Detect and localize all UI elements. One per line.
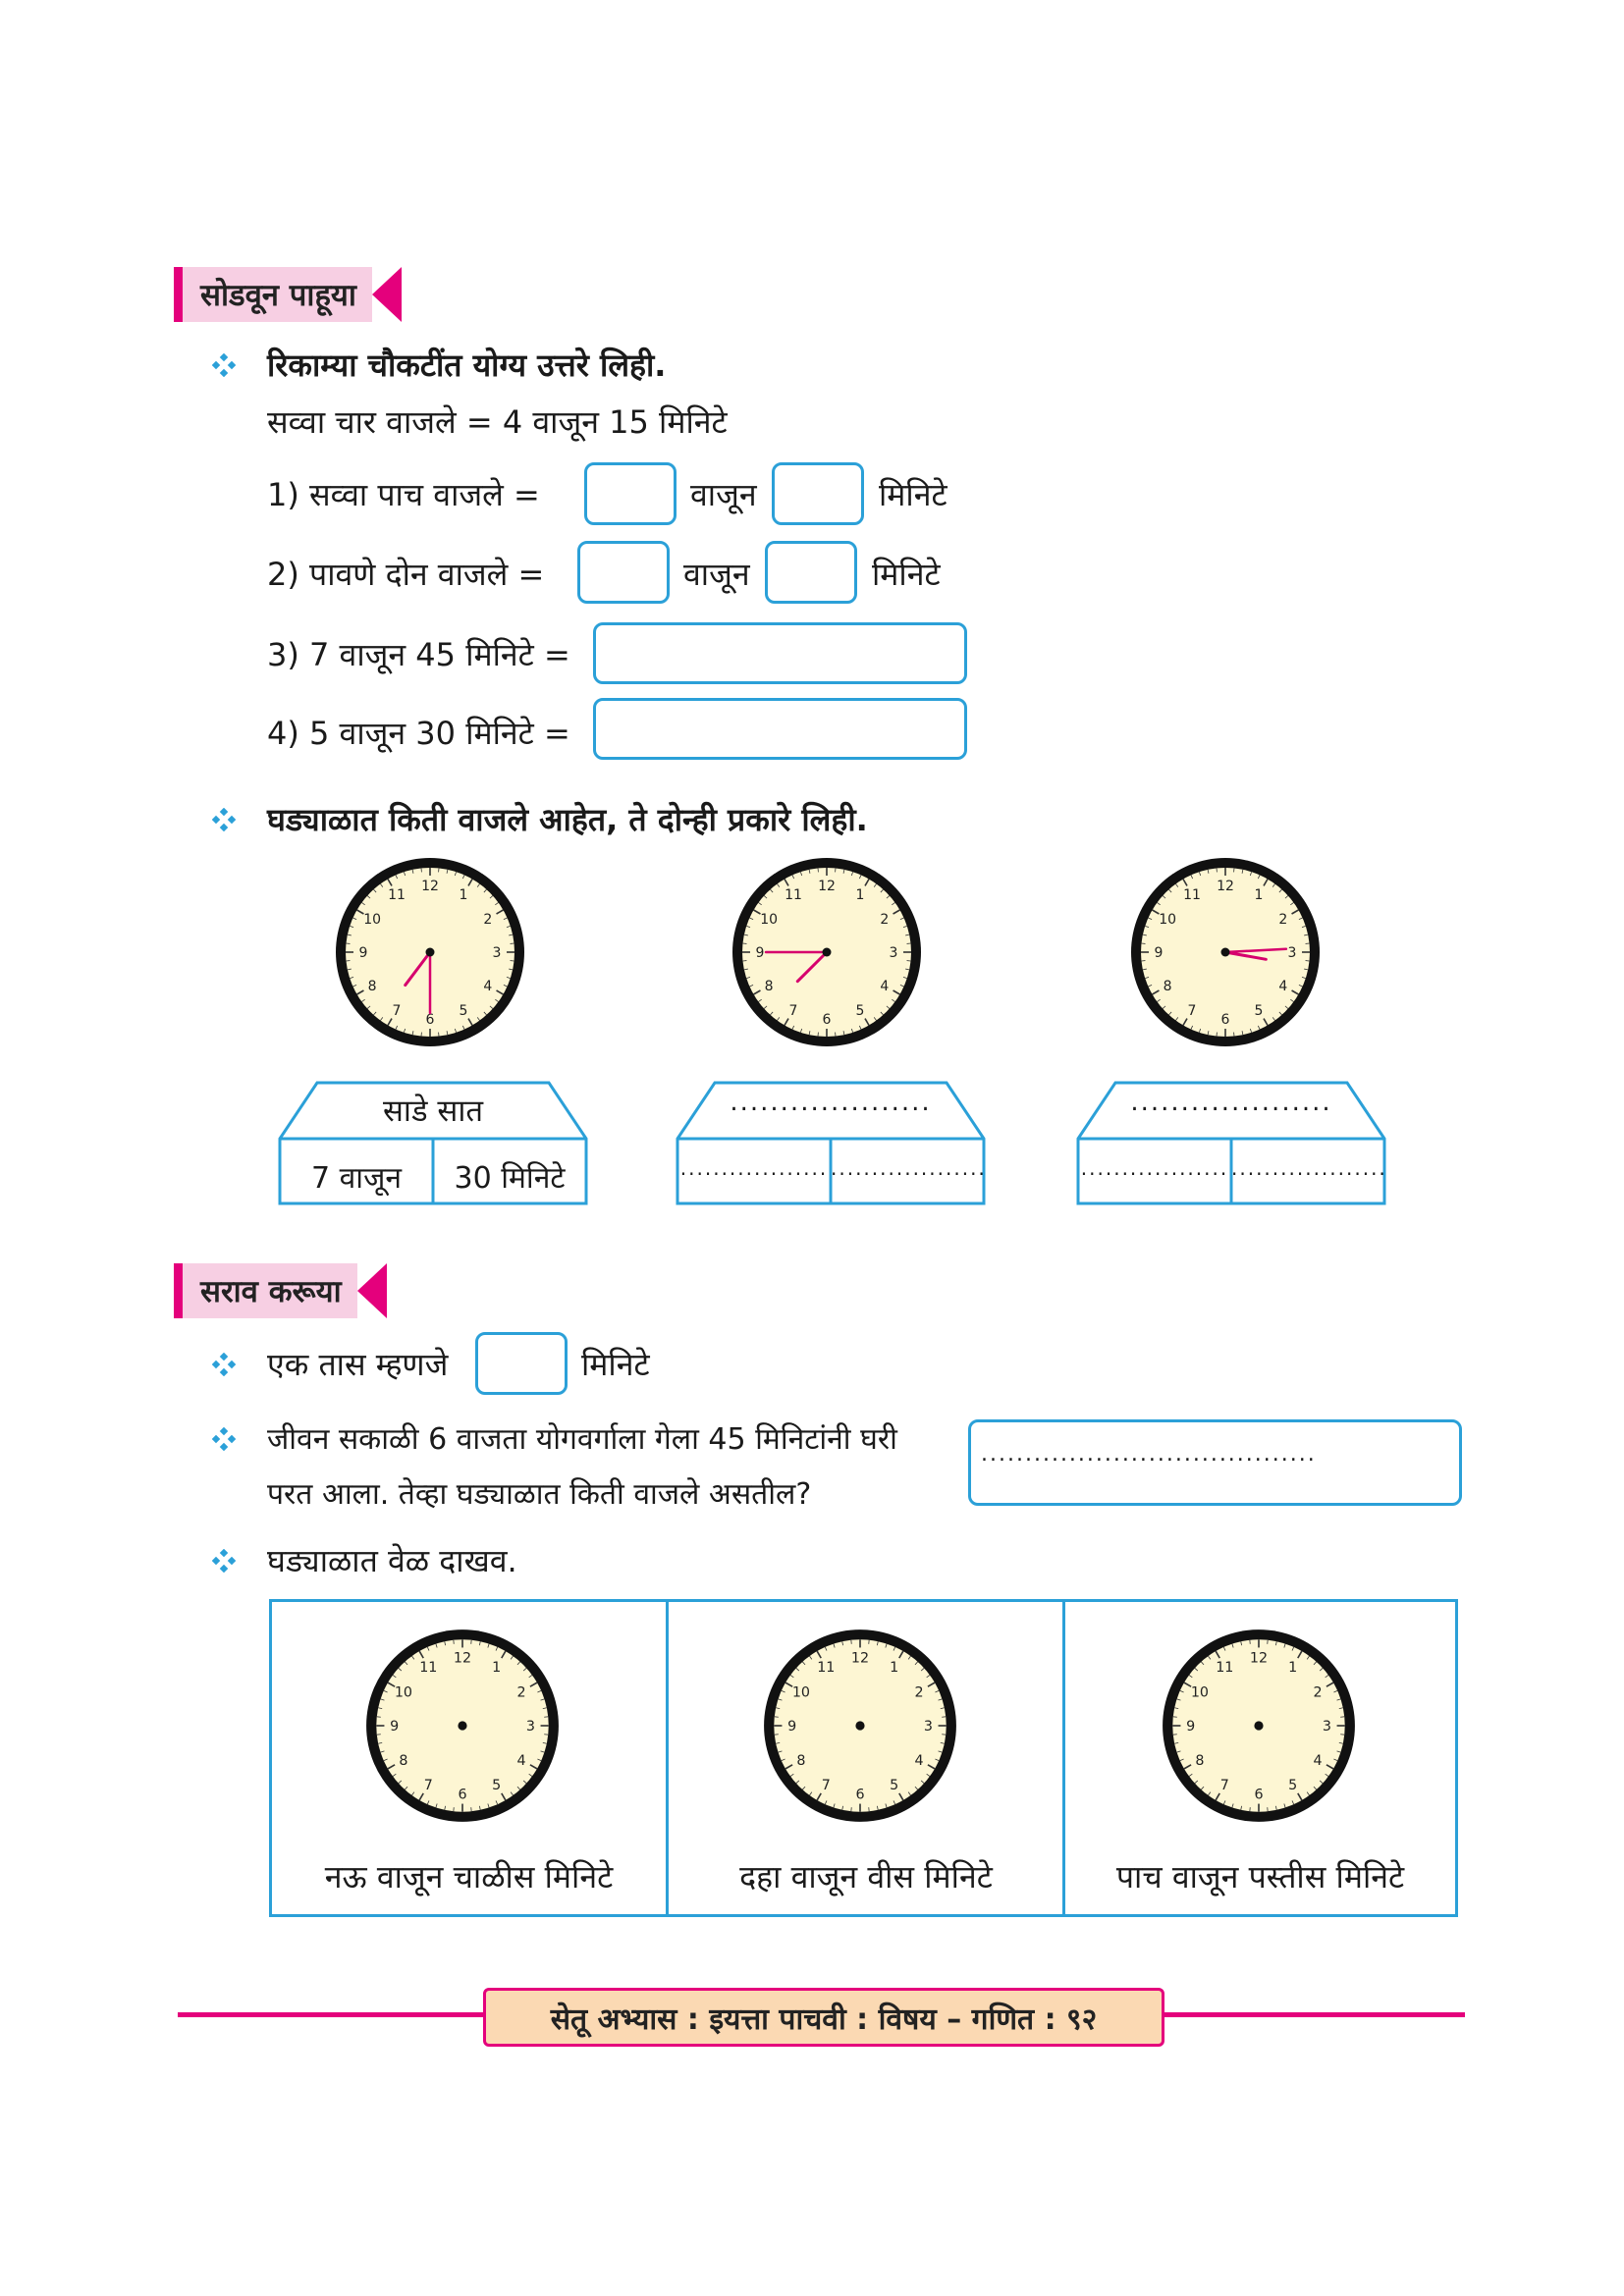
clock-numeral: 11 xyxy=(388,887,406,904)
blank-clock-face[interactable] xyxy=(760,1626,960,1826)
clock-answer-hours[interactable]: .................. xyxy=(1080,1156,1229,1180)
clock-numeral: 4 xyxy=(1313,1752,1323,1769)
clock-numeral: 11 xyxy=(419,1660,438,1677)
clock-numeral: 12 xyxy=(850,1650,870,1667)
clock-numeral: 6 xyxy=(1220,1012,1230,1028)
diamond-bullet-icon xyxy=(212,353,236,377)
clock-numeral: 9 xyxy=(1186,1719,1196,1735)
clock-numeral: 4 xyxy=(483,979,493,994)
clock-numeral: 4 xyxy=(880,979,890,994)
clock-numeral: 5 xyxy=(855,1002,865,1019)
clock-answer-words[interactable]: .................... xyxy=(1130,1088,1332,1117)
minutes-answer-box[interactable] xyxy=(475,1332,568,1395)
clock-numeral: 3 xyxy=(492,945,502,961)
clock-numeral: 9 xyxy=(787,1719,797,1735)
clock-numeral: 9 xyxy=(390,1719,400,1735)
section-heading-label: सोडवून पाहूया xyxy=(183,267,372,322)
clock-numeral: 12 xyxy=(421,879,439,894)
clock-numeral: 12 xyxy=(1217,879,1234,894)
clock-numeral: 6 xyxy=(855,1787,865,1803)
q1-item-4: 4) 5 वाजून 30 मिनिटे = xyxy=(267,715,570,752)
clock-numeral: 10 xyxy=(760,912,779,928)
clock-face xyxy=(729,854,925,1050)
clock-numeral: 8 xyxy=(796,1752,806,1769)
hour-answer-box[interactable] xyxy=(584,462,677,525)
clock-numeral: 1 xyxy=(492,1660,502,1677)
clock-center xyxy=(823,948,832,957)
clock-numeral: 10 xyxy=(1159,912,1177,928)
clock-numeral: 6 xyxy=(425,1012,435,1028)
q3-text: एक तास म्हणजे xyxy=(267,1346,449,1383)
clock-numeral: 3 xyxy=(1287,945,1297,961)
clock-answer-minutes[interactable]: ................... xyxy=(1231,1156,1387,1180)
clock-numeral: 1 xyxy=(855,887,865,904)
clock-numeral: 5 xyxy=(459,1002,468,1019)
clock-numeral: 10 xyxy=(791,1684,811,1701)
clock-answer-hours[interactable]: .................. xyxy=(679,1156,829,1180)
q1-example: सव्वा चार वाजले = 4 वाजून 15 मिनिटे xyxy=(267,403,728,441)
clock-numeral: 7 xyxy=(1187,1002,1197,1019)
clock-numeral: 7 xyxy=(788,1002,798,1019)
arrow-left-icon xyxy=(357,1263,387,1318)
clock-numeral: 7 xyxy=(821,1778,831,1794)
clock-numeral: 12 xyxy=(1249,1650,1269,1667)
clock-answer-minutes[interactable]: 30 मिनिटे xyxy=(454,1161,566,1196)
clock-center xyxy=(458,1721,466,1730)
clock-numeral: 11 xyxy=(817,1660,836,1677)
clock-answer-minutes[interactable]: ................... xyxy=(831,1156,987,1180)
clock-numeral: 11 xyxy=(785,887,802,904)
clock-answer-hours[interactable]: 7 वाजून xyxy=(311,1161,402,1196)
clock-numeral: 4 xyxy=(516,1752,526,1769)
clock-numeral: 12 xyxy=(818,879,836,894)
clock-numeral: 11 xyxy=(1216,1660,1234,1677)
q1-item-1-end: मिनिटे xyxy=(879,476,947,513)
clock-numeral: 10 xyxy=(363,912,382,928)
clock-numeral: 7 xyxy=(1219,1778,1229,1794)
clock-answer-words[interactable]: साडे सात xyxy=(382,1094,484,1129)
clock-numeral: 1 xyxy=(890,1660,899,1677)
q3-end: मिनिटे xyxy=(581,1346,650,1383)
clock-numeral: 8 xyxy=(367,979,377,994)
clock-numeral: 2 xyxy=(483,912,493,928)
minute-answer-box[interactable] xyxy=(765,541,857,604)
clock-numeral: 12 xyxy=(453,1650,472,1667)
clock-face xyxy=(1127,854,1324,1050)
diamond-bullet-icon xyxy=(212,1549,236,1573)
q1-item-2-end: मिनिटे xyxy=(872,556,941,593)
section-heading-practice xyxy=(174,1263,387,1318)
clock-center xyxy=(1221,948,1230,957)
clock-face xyxy=(332,854,528,1050)
clock-numeral: 6 xyxy=(822,1012,832,1028)
clock-numeral: 2 xyxy=(1278,912,1288,928)
clock-numeral: 9 xyxy=(755,945,765,961)
clock-numeral: 4 xyxy=(914,1752,924,1769)
clock-numeral: 8 xyxy=(399,1752,408,1769)
clock-label: नऊ वाजून चाळीस मिनिटे xyxy=(324,1858,614,1896)
clock-numeral: 2 xyxy=(914,1684,924,1701)
clock-numeral: 8 xyxy=(1163,979,1172,994)
clock-numeral: 10 xyxy=(1190,1684,1210,1701)
clock-numeral: 5 xyxy=(890,1778,899,1794)
q1-instruction: रिकाम्या चौकटींत योग्य उत्तरे लिही. xyxy=(267,347,667,384)
clock-numeral: 9 xyxy=(1154,945,1164,961)
clock-label: दहा वाजून वीस मिनिटे xyxy=(739,1858,993,1896)
clock-center xyxy=(855,1721,864,1730)
diamond-bullet-icon xyxy=(212,1353,236,1376)
clock-numeral: 9 xyxy=(358,945,368,961)
clock-numeral: 4 xyxy=(1278,979,1288,994)
clock-numeral: 1 xyxy=(459,887,468,904)
clock-numeral: 3 xyxy=(525,1719,535,1735)
q1-item-2-mid: वाजून xyxy=(683,556,750,593)
clock-numeral: 6 xyxy=(1254,1787,1264,1803)
diamond-bullet-icon xyxy=(212,1427,236,1451)
q4-line1: जीवन सकाळी 6 वाजता योगवर्गाला गेला 45 मिनिटांनी घरी xyxy=(267,1422,897,1457)
q4-line2: परत आला. तेव्हा घड्याळात किती वाजले असतील? xyxy=(267,1477,812,1512)
clock-answer-words[interactable]: .................... xyxy=(730,1088,932,1117)
answer-box[interactable] xyxy=(593,698,967,760)
diamond-bullet-icon xyxy=(212,808,236,831)
clock-numeral: 8 xyxy=(764,979,774,994)
clock-numeral: 5 xyxy=(1288,1778,1298,1794)
clock-numeral: 3 xyxy=(923,1719,933,1735)
clock-numeral: 1 xyxy=(1254,887,1264,904)
section-heading-label: सराव करूया xyxy=(183,1263,357,1318)
clock-numeral: 11 xyxy=(1183,887,1201,904)
blank-clock-face[interactable] xyxy=(362,1626,563,1826)
footer-rule xyxy=(178,2012,483,2017)
minute-answer-box[interactable] xyxy=(772,462,864,525)
clock-numeral: 8 xyxy=(1195,1752,1205,1769)
clock-numeral: 3 xyxy=(1322,1719,1331,1735)
clock-numeral: 1 xyxy=(1288,1660,1298,1677)
answer-dots: ...................................... xyxy=(981,1442,1317,1467)
answer-box[interactable] xyxy=(968,1419,1462,1506)
arrow-left-icon xyxy=(372,267,402,322)
section-heading-try xyxy=(174,267,402,322)
clock-numeral: 7 xyxy=(392,1002,402,1019)
clock-numeral: 5 xyxy=(1254,1002,1264,1019)
q1-item-3: 3) 7 वाजून 45 मिनिटे = xyxy=(267,636,570,673)
clock-numeral: 2 xyxy=(880,912,890,928)
clock-numeral: 6 xyxy=(458,1787,467,1803)
clock-numeral: 5 xyxy=(492,1778,502,1794)
q1-item-1: 1) सव्वा पाच वाजले = xyxy=(267,476,540,513)
clock-numeral: 2 xyxy=(1313,1684,1323,1701)
footer-rule xyxy=(1159,2012,1465,2017)
clock-numeral: 10 xyxy=(394,1684,413,1701)
q2-instruction: घड्याळात किती वाजले आहेत, ते दोन्ही प्रकारे लिही. xyxy=(267,801,868,838)
hour-answer-box[interactable] xyxy=(577,541,670,604)
footer-label: सेतू अभ्यास : इयत्ता पाचवी : विषय – गणित : ९२ xyxy=(483,1988,1164,2047)
clock-label: पाच वाजून पस्तीस मिनिटे xyxy=(1115,1858,1405,1896)
clock-numeral: 7 xyxy=(423,1778,433,1794)
q5-instruction: घड्याळात वेळ दाखव. xyxy=(267,1542,517,1579)
answer-box[interactable] xyxy=(593,622,967,684)
q1-item-2: 2) पावणे दोन वाजले = xyxy=(267,556,545,593)
q1-item-1-mid: वाजून xyxy=(690,476,757,513)
blank-clock-face[interactable] xyxy=(1159,1626,1359,1826)
clock-center xyxy=(426,948,435,957)
clock-numeral: 2 xyxy=(516,1684,526,1701)
clock-numeral: 3 xyxy=(889,945,898,961)
clock-center xyxy=(1254,1721,1263,1730)
